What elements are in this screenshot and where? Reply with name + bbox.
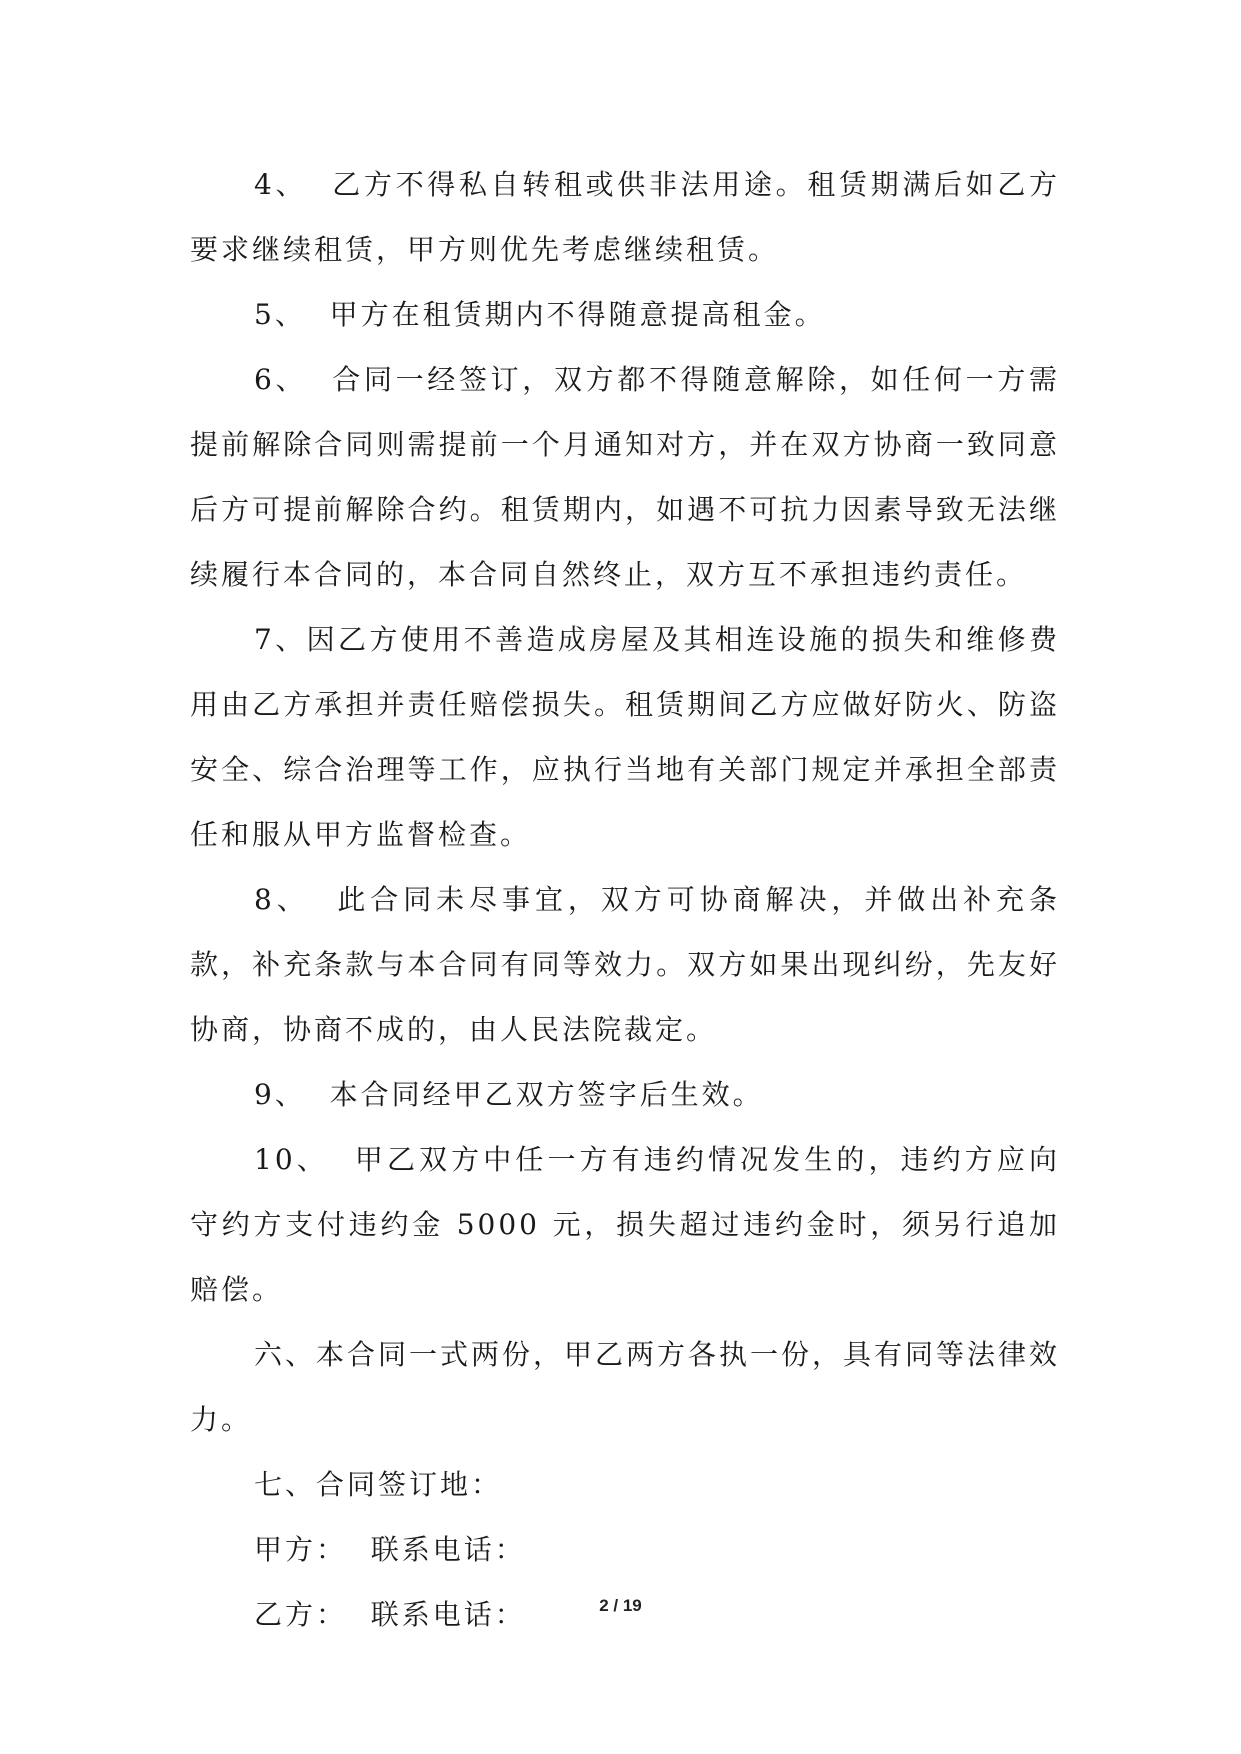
clause-5: 5、 甲方在租赁期内不得随意提高租金。 (254, 298, 826, 331)
clause-10: 10、 甲乙双方中任一方有违约情况发生的，违约方应向守约方支付违约金 5000 元，损失超过违约金时，须另行追加赔偿。 (190, 1143, 1060, 1306)
clause-8: 8、 此合同未尽事宜，双方可协商解决，并做出补充条款，补充条款与本合同有同等效力。双方如果出现纠纷，先友好协商，协商不成的，由人民法院裁定。 (190, 883, 1060, 1046)
clause-9: 9、 本合同经甲乙双方签字后生效。 (254, 1078, 764, 1111)
section-six: 六、本合同一式两份，甲乙两方各执一份，具有同等法律效力。 (190, 1338, 1061, 1436)
party-b-contact: 乙方： 联系电话： (254, 1598, 526, 1631)
clause-7: 7、因乙方使用不善造成房屋及其相连设施的损失和维修费用由乙方承担并责任赔偿损失。租赁期间乙方应做好防火、防盗安全、综合治理等工作，应执行当地有关部门规定并承担全部责任和服从甲方监督检查。 (190, 623, 1060, 851)
party-a-contact: 甲方： 联系电话： (254, 1533, 526, 1566)
page-number: 2 / 19 (599, 1596, 642, 1615)
section-seven-signing-place: 七、合同签订地： (254, 1468, 503, 1501)
clause-6: 6、 合同一经签订，双方都不得随意解除，如任何一方需提前解除合同则需提前一个月通知对方，并在双方协商一致同意后方可提前解除合约。租赁期内，如遇不可抗力因素导致无法继续履行本合同的，本合同自然终止，双方互不承担违约责任。 (190, 363, 1060, 591)
clause-4: 4、 乙方不得私自转租或供非法用途。租赁期满后如乙方要求继续租赁，甲方则优先考虑继续租赁。 (190, 168, 1060, 266)
document-body (190, 152, 1060, 1647)
